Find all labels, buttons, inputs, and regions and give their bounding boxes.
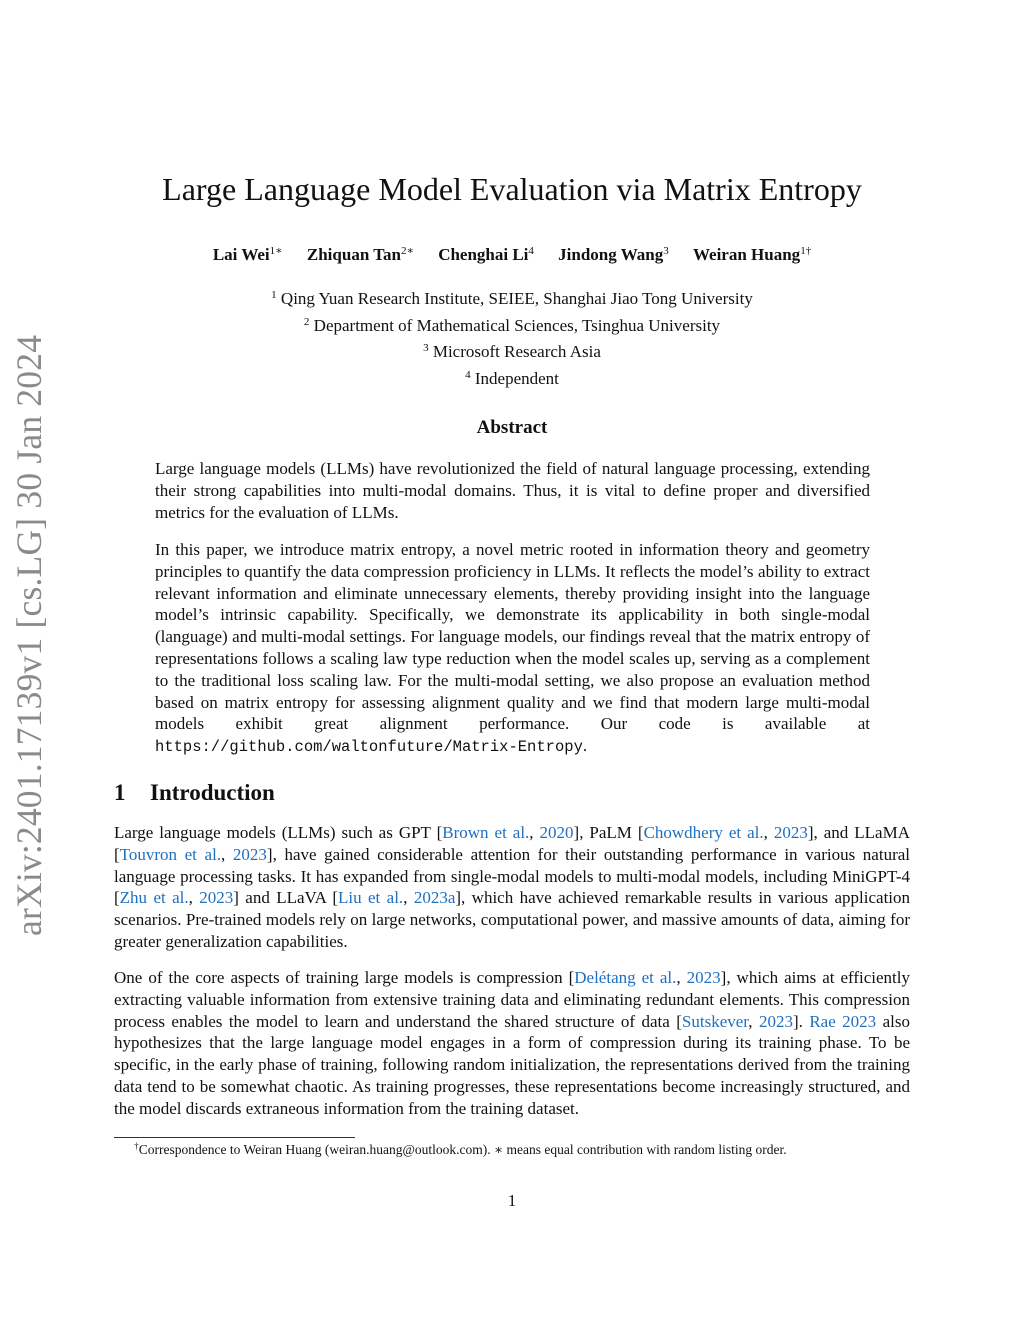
affiliation-text: Independent (474, 369, 559, 389)
citation-deletang-year[interactable]: 2023 (686, 968, 721, 987)
author-mark: 1† (800, 245, 812, 257)
citation-chowdhery-author[interactable]: Chowdhery et al. (643, 823, 764, 842)
abstract-paragraph-2-end: . (582, 736, 588, 756)
text-run: also hypothesizes that the large language model engages in a form of compression during its training phase. To be specific, in the early phase of training, following random initialization, the representations derived from the training data tend to be somewhat chaotic. As training progresses, these representations become increasingly structured, and the model discards extraneous information from the training dataset. (114, 1011, 911, 1118)
citation-liu-year[interactable]: 2023a (413, 888, 456, 908)
affiliation-text: Qing Yuan Research Institute, SEIEE, Shanghai Jiao Tong University (280, 289, 753, 308)
author-2 (307, 244, 414, 265)
page-number: 1 (507, 1191, 517, 1210)
abstract-paragraph-2 (155, 539, 870, 759)
citation-touvron-author[interactable]: Touvron et al. (119, 844, 222, 864)
author-list (0, 244, 1024, 265)
citation-liu-author[interactable]: Liu et al. (338, 888, 404, 908)
text-run: , (188, 888, 200, 908)
author-4 (558, 245, 669, 265)
abstract-heading: Abstract (476, 417, 548, 438)
affiliation-number: 2 (303, 315, 310, 328)
text-run: ], which aims at efficiently extracting valuable information from extensive training data and eliminating redundant elements. This compression process enables the model to learn and understand the shared structure of data [ (114, 968, 911, 1031)
text-run: ] and LLaVA [ (233, 888, 339, 908)
citation-brown-author[interactable]: Brown et al. (442, 823, 530, 842)
affiliation-2 (0, 311, 1024, 338)
text-run: Large language models (LLMs) such as GPT [ (114, 823, 443, 842)
affiliation-3 (0, 337, 1024, 364)
text-run: One of the core aspects of training large models is compression [ (114, 968, 575, 987)
text-run: ], have gained considerable attention for their outstanding performance in various natural language processing tasks. It has expanded from single-modal models to multi-modal models, including MiniGPT-4 [ (114, 844, 911, 908)
citation-brown-year[interactable]: 2020 (539, 823, 574, 842)
text-run: ], which have achieved remarkable results in various application scenarios. Pre-trained models rely on large networks, computational power, and massive amounts of data, aiming for greater generalization capabilities. (114, 888, 911, 951)
affiliation-number: 3 (423, 342, 429, 355)
affiliation-text: Microsoft Research Asia (432, 342, 601, 362)
citation-touvron-year[interactable]: 2023 (232, 844, 267, 864)
affiliation-number: 4 (465, 369, 471, 382)
footnote-mark: † (134, 1142, 139, 1152)
footnote-divider (114, 1137, 355, 1138)
citation-zhu-year[interactable]: 2023 (199, 888, 234, 908)
author-mark: 3 (663, 245, 669, 257)
affiliation-list (0, 284, 1024, 391)
section-title: Introduction (150, 780, 275, 805)
text-run: , (221, 844, 233, 864)
intro-paragraph-1 (114, 822, 910, 953)
citation-rae[interactable]: Rae 2023 (809, 1011, 877, 1031)
author-name: Weiran Huang (692, 245, 801, 264)
author-mark: 2∗ (400, 245, 414, 257)
abstract-paragraph-1: Large language models (LLMs) have revolutionized the field of natural language processing, extending their strong capabilities into multi-modal domains. Thus, it is vital to define proper and diversified metrics for the evaluation of LLMs. (155, 459, 870, 522)
author-name: Zhiquan Tan (306, 245, 401, 264)
author-mark: 1∗ (269, 245, 283, 257)
affiliation-4 (0, 364, 1024, 391)
citation-sutskever-author[interactable]: Sutskever (681, 1011, 749, 1031)
citation-deletang-author[interactable]: Delétang et al. (574, 968, 677, 987)
citation-zhu-author[interactable]: Zhu et al. (119, 888, 189, 908)
affiliation-1 (0, 284, 1024, 311)
author-1 (213, 244, 283, 265)
affiliation-text: Department of Mathematical Sciences, Tsinghua University (313, 315, 721, 335)
text-run: , (748, 1011, 759, 1031)
code-repository-link[interactable]: https://github.com/waltonfuture/Matrix-Entropy (155, 738, 583, 757)
intro-paragraph-2 (114, 967, 910, 1120)
text-run: , (676, 968, 687, 987)
paper-title: Large Language Model Evaluation via Matrix Entropy (162, 171, 862, 207)
author-name: Chenghai Li (438, 245, 529, 264)
author-5 (693, 245, 811, 265)
citation-sutskever-year[interactable]: 2023 (758, 1011, 793, 1031)
abstract-paragraph-2-text: In this paper, we introduce matrix entropy, a novel metric rooted in information theory and geometry principles to quantify the data compression proficiency in LLMs. It reflects the model’s ability to extract relevant information and eliminate unnecessary elements, thereby providing insight into the language model’s intrinsic capability. Specifically, we demonstrate its applicability in both single-modal (language) and multi-modal settings. For language models, our findings reveal that the matrix entropy of representations follows a scaling law type reduction when the model scales up, serving as a complement to the traditional loss scaling law. For the multi-modal setting, we also propose an evaluation method based on matrix entropy for assessing alignment quality and we find that modern large multi-modal models exhibit great alignment performance. Our code is available at (155, 540, 870, 734)
affiliation-number: 1 (271, 289, 277, 301)
author-name: Lai Wei (212, 245, 270, 264)
section-number: 1 (114, 780, 126, 805)
text-run: ], and LLaMA [ (114, 823, 910, 864)
text-run: ], PaLM [ (573, 823, 644, 842)
text-run: , (529, 823, 540, 842)
section-heading-introduction (114, 780, 275, 806)
author-name: Jindong Wang (558, 245, 664, 264)
author-mark: 4 (528, 245, 534, 257)
citation-chowdhery-year[interactable]: 2023 (773, 823, 808, 842)
author-3 (438, 245, 534, 265)
footnote (134, 1142, 787, 1158)
text-run: , (403, 888, 414, 908)
text-run: , (763, 823, 774, 842)
text-run: ]. (792, 1011, 810, 1031)
arxiv-identifier-stamp: arXiv:2401.17139v1 [cs.LG] 30 Jan 2024 (9, 334, 49, 936)
footnote-text: Correspondence to Weiran Huang (weiran.huang@outlook.com). ∗ means equal contribution with random listing order. (138, 1142, 787, 1157)
